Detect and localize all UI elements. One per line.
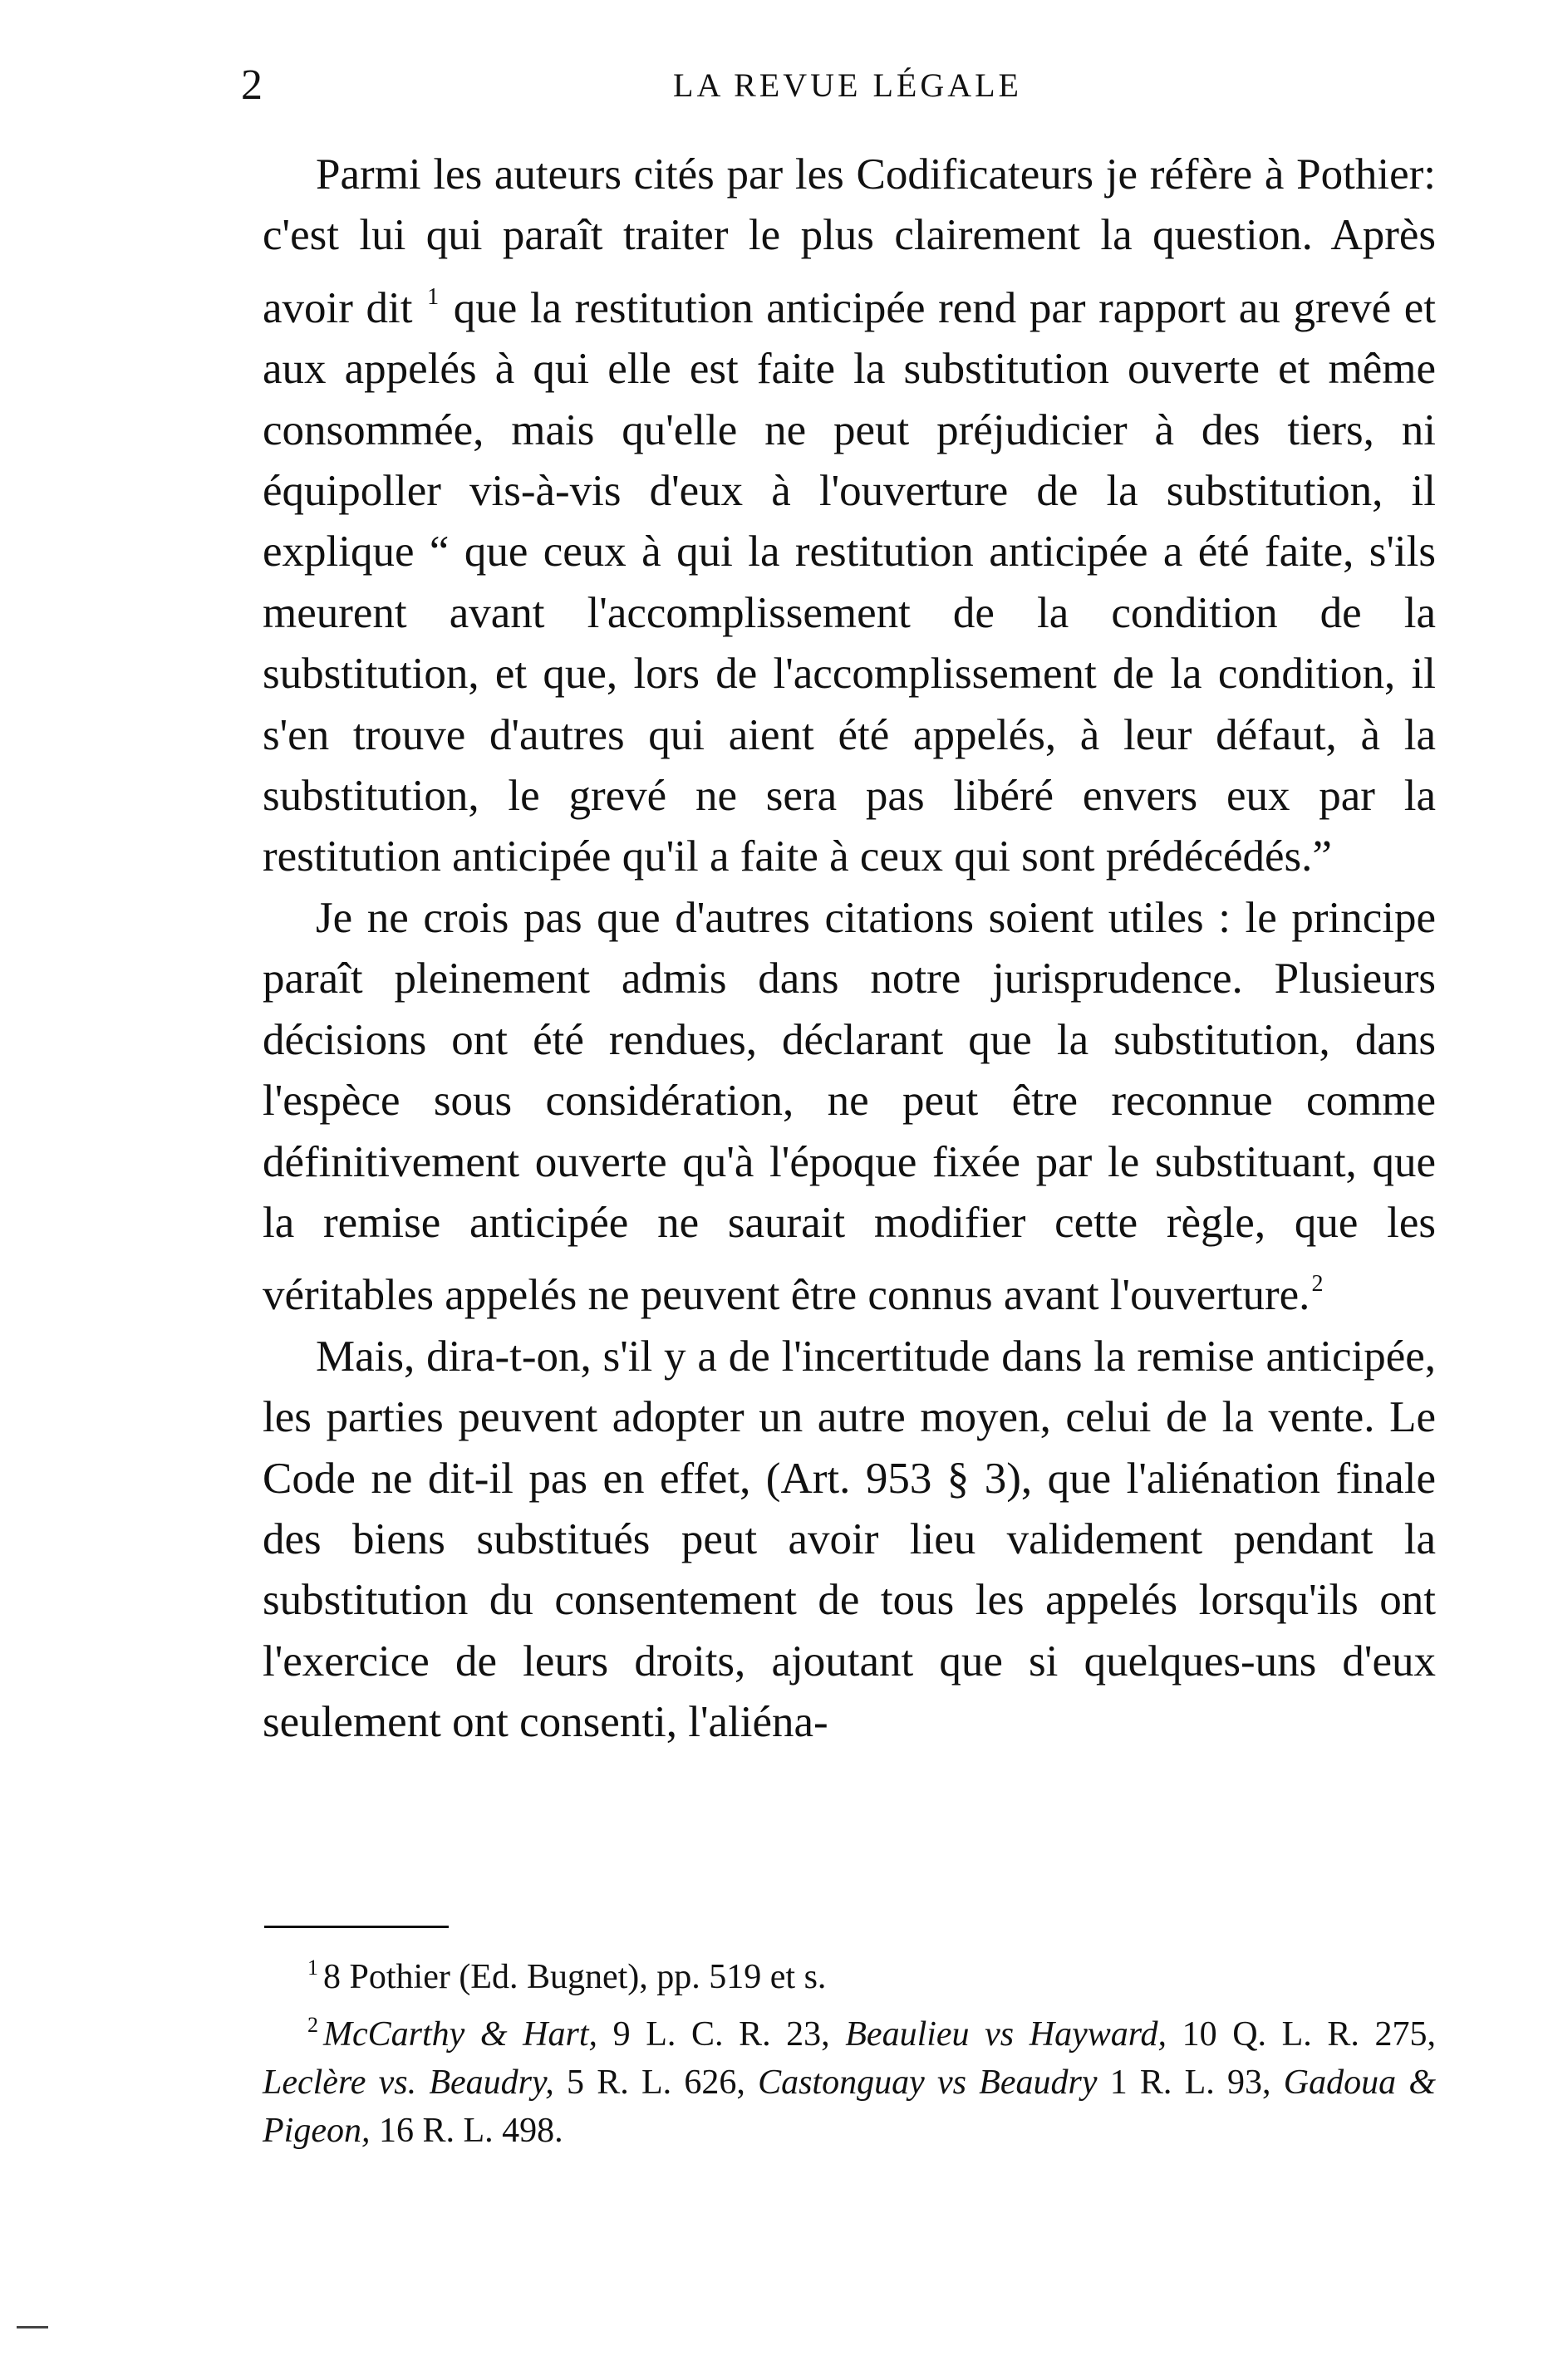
footnote-ref-1: 1 — [427, 283, 440, 310]
paragraph-3-text: Mais, dira-t-on, s'il y a de l'incertitude dans la remise anticipée, les parties peuvent adopter un autre moyen, celui de la vente. Le Code ne dit-il pas en effet, (Art. 953 § 3), que l'aliénation finale des biens substitués peut avoir lieu validement pendant la substitution du consentement de tous les appelés lorsqu'ils ont l'exercice de leurs droits, ajoutant que si quelques-uns d'eux seulement ont consenti, l'aliéna- — [263, 1332, 1436, 1747]
case-citation: 5 R. L. 626, — [553, 2063, 759, 2102]
case-citation: 9 L. C. R. 23, — [597, 2015, 846, 2054]
footnotes — [263, 1944, 1436, 2155]
footnote-1-mark: 1 — [307, 1956, 318, 1980]
footnote-rule — [264, 1926, 449, 1928]
page-header — [241, 56, 1454, 115]
paragraph-1-text-a: Parmi les auteurs cités par les Codificateurs je réfère à Pothier: c'est lui qui paraît traiter le plus clairement la question. Après avoir dit — [263, 150, 1436, 332]
footnote-1-text: 8 Pothier (Ed. Bugnet), pp. 519 et s. — [323, 1958, 827, 1996]
case-name: Gadoua & Pigeon, — [263, 2063, 1436, 2150]
footnote-2 — [263, 2001, 1436, 2155]
case-name: Leclère vs. Beaudry, — [263, 2063, 554, 2102]
page-number: 2 — [241, 61, 263, 109]
paragraph-1-text-b: que la restitution anticipée rend par rapport au grevé et aux appelés à qui elle est faite la substitution ouverte et même consommée, mais qu'elle ne peut préjudicier à des tiers, ni équipoller vis-à-vis d'eux à l'ouverture de la substitution, il explique “ que ceux à qui la restitution anticipée a été faite, s'ils meurent avant l'accomplissement de la condition de la substitution, et que, lors de l'accomplissement de la condition, il s'en trouve d'autres qui aient été appelés, à leur défaut, à la substitution, le grevé ne sera pas libéré envers eux par la restitution anticipée qu'il a faite à ceux qui sont prédécédés.” — [263, 283, 1436, 881]
case-name: Castonguay vs Beaudry — [758, 2063, 1098, 2102]
paragraph-2 — [263, 888, 1436, 1327]
case-citation: 1 R. L. 93, — [1097, 2063, 1284, 2102]
paragraph-3 — [263, 1327, 1436, 1754]
footnote-ref-2: 2 — [1311, 1271, 1324, 1298]
scan-edge-mark — [17, 2326, 48, 2328]
running-title: LA REVUE LÉGALE — [673, 66, 1022, 104]
footnote-2-mark: 2 — [307, 2013, 318, 2037]
paragraph-2-text: Je ne crois pas que d'autres citations soient utiles : le principe paraît pleinement admis dans notre jurisprudence. Plusieurs décisions ont été rendues, déclarant que la substitution, dans l'espèce sous considération, ne peut être reconnue comme définitivement ouverte qu'à l'époque fixée par le substituant, que la remise anticipée ne saurait modifier cette règle, que les véritables appelés ne peuvent être connus avant l'ouverture. — [263, 893, 1436, 1320]
case-name: Beaulieu vs Hayward, — [845, 2015, 1167, 2054]
case-citation: 16 R. L. 498. — [370, 2112, 563, 2150]
paragraph-1 — [263, 145, 1436, 888]
case-name: McCarthy & Hart, — [323, 2015, 598, 2054]
footnote-1 — [263, 1944, 1436, 2001]
case-citation: 10 Q. L. R. 275, — [1167, 2015, 1437, 2054]
body-text — [263, 145, 1436, 1754]
